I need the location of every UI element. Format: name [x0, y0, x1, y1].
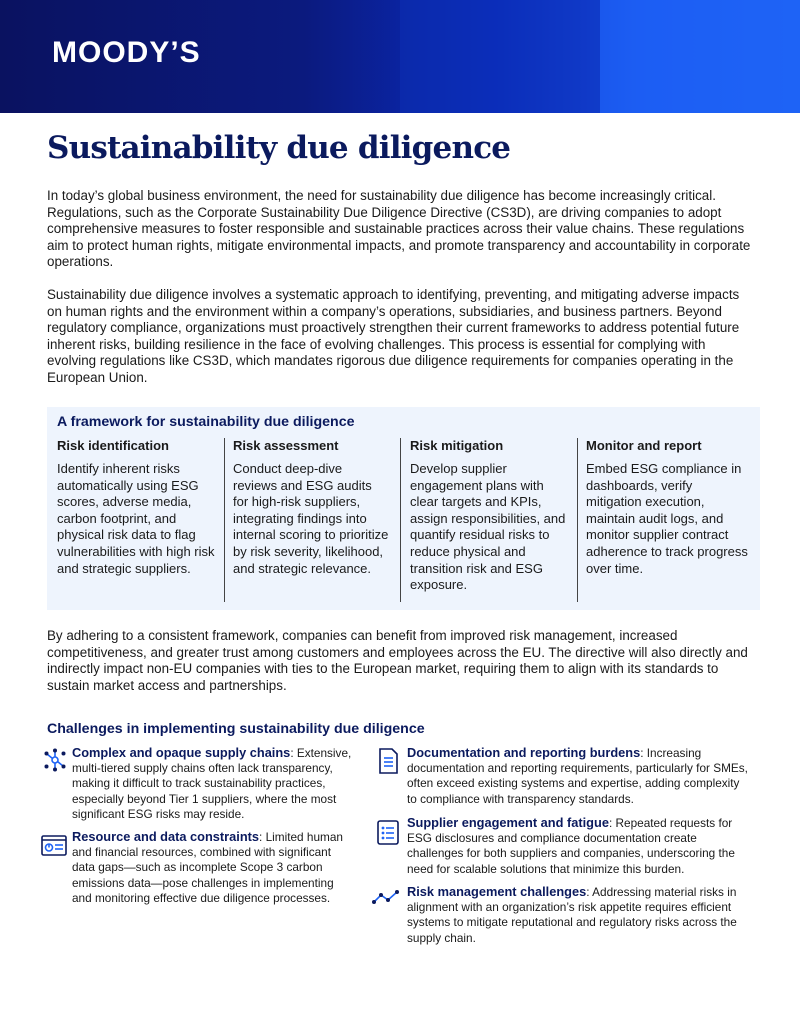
column-heading: Risk mitigation	[410, 438, 504, 453]
challenge-title: Complex and opaque supply chains	[72, 745, 291, 760]
header-stripe	[400, 0, 600, 113]
challenge-title: Resource and data constraints	[72, 829, 260, 844]
document-icon	[376, 747, 400, 775]
page-title: Sustainability due diligence	[47, 130, 511, 166]
challenge-text: : Increasing documentation and reporting requirements, particularly for SMEs, often exceed existing systems and expertise, adding complexity to compliance with transparency standards.	[407, 746, 748, 806]
column-body: Conduct deep-dive reviews and ESG audits for high-risk suppliers, integrating findings into internal scoring to prioritize by risk severity, likelihood, and strategic relevance.	[233, 461, 389, 576]
challenges-title: Challenges in implementing sustainability due diligence	[47, 721, 425, 737]
column-heading: Risk identification	[57, 438, 169, 453]
challenge-text: : Limited human and financial resources, combined with significant data gaps—such as incomplete Scope 3 carbon emissions data—pose challenges in implementing and monitoring effective due diligence processes.	[72, 830, 343, 905]
column-body: Identify inherent risks automatically using ESG scores, adverse media, carbon footprint, and physical risk data to flag vulnerabilities with high risk and strategic suppliers.	[57, 461, 215, 576]
header-stripe	[600, 0, 800, 113]
column-heading: Monitor and report	[586, 438, 702, 453]
challenge-item-resource-constraints	[72, 829, 355, 906]
framework-column-monitor-and-report	[586, 438, 751, 602]
challenge-item-risk-management	[407, 884, 752, 946]
header-banner	[0, 0, 800, 113]
framework-column-risk-assessment	[233, 438, 389, 602]
column-body: Embed ESG compliance in dashboards, verify mitigation execution, maintain audit logs, and monitor supplier contract adherence to track progress over time.	[586, 461, 748, 576]
challenge-text: : Repeated requests for ESG disclosures and compliance documentation create challenges for both suppliers and companies, underscoring the need for scalable solutions that minimize this burden.	[407, 816, 735, 876]
network-icon	[42, 747, 68, 773]
challenge-text: : Addressing material risks in alignment with an organization’s risk appetite requires efficient systems to mitigate reputational and regulatory risks across the supply chain.	[407, 885, 737, 945]
intro-paragraph-1: In today’s global business environment, the need for sustainability due diligence has become increasingly critical. Regulations, such as the Corporate Sustainability Due Diligence Directive (CS3D), are driving companies to adopt comprehensive measures to foster responsible and sustainable practices across their value chains. These regulations aim to protect human rights, mitigate environmental impacts, and promote transparency and accountability in corporate operations.	[47, 188, 751, 270]
column-divider	[400, 438, 401, 602]
conclusion-paragraph: By adhering to a consistent framework, companies can benefit from improved risk management, increased competitiveness, and greater trust among customers and employees across the EU. The directive will also directly and indirectly impact non-EU companies with ties to the European market, requiring them to align with its standards to sustain market access and partnerships.	[47, 628, 748, 693]
intro-paragraph-2: Sustainability due diligence involves a systematic approach to identifying, preventing, and mitigating adverse impacts on human rights and the environment within a company’s operations, subsidiaries, and business partners. Beyond regulatory compliance, organizations must proactively strengthen their current frameworks to address potential future inherent risks, building resilience in the face of evolving challenges. This process is essential for complying with evolving regulations like CS3D, which mandates rigorous due diligence requirements for companies operating in the European Union.	[47, 287, 740, 385]
challenge-item-supply-chains	[72, 745, 355, 822]
moodys-logo: MOODY’S	[52, 36, 201, 69]
challenge-item-supplier-engagement	[407, 815, 752, 877]
data-dashboard-icon	[40, 832, 68, 860]
column-divider	[224, 438, 225, 602]
framework-column-risk-identification	[57, 438, 217, 602]
challenge-text: : Extensive, multi-tiered supply chains often lack transparency, making it difficult to track sustainability practices, especially beyond Tier 1 suppliers, where the most significant ESG risks may reside.	[72, 746, 352, 821]
column-heading: Risk assessment	[233, 438, 339, 453]
framework-panel	[47, 407, 760, 610]
challenge-item-documentation	[407, 745, 752, 807]
challenge-title: Risk management challenges	[407, 884, 587, 899]
challenge-title: Supplier engagement and fatigue	[407, 815, 609, 830]
challenge-title: Documentation and reporting burdens	[407, 745, 641, 760]
checklist-icon	[376, 818, 400, 846]
column-divider	[577, 438, 578, 602]
framework-column-risk-mitigation	[410, 438, 570, 602]
column-body: Develop supplier engagement plans with clear targets and KPIs, assign responsibilities, and quantify residual risks to reduce physical and transition risk and ESG exposure.	[410, 461, 566, 593]
trend-line-icon	[371, 886, 401, 910]
framework-title: A framework for sustainability due diligence	[57, 414, 355, 430]
